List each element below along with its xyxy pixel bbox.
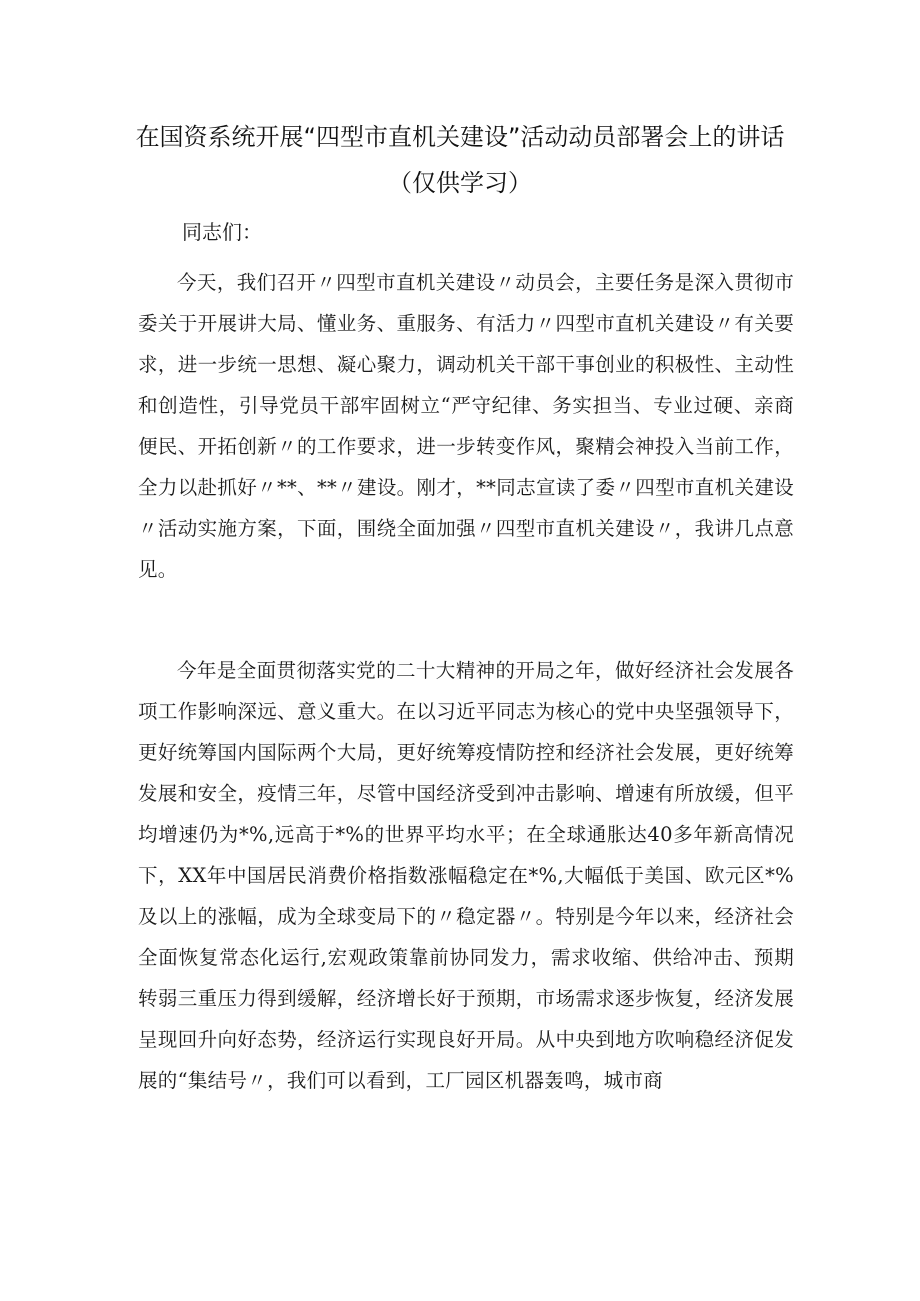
salutation: 同志们：	[182, 220, 262, 244]
document-title: 在国资系统开展“四型市直机关建设”活动动员部署会上的讲话（仅供学习）	[135, 123, 785, 197]
paragraph-1: 今天，我们召开〃四型市直机关建设〃动员会，主要任务是深入贯彻市委关于开展讲大局、懂业务、重服务、有活力〃四型市直机关建设〃有关要求，进一步统一思想、凝心聚力，调动机关干部干事创业的积极性、主动性和创造性，引导党员干部牢固树立“严守纪律、务实担当、专业过硬、亲商便民、开拓创新〃的工作要求，进一步转变作风，聚精会神投入当前工作，全力以赴抓好〃**、**〃建设。刚才，**同志宣读了委〃四型市直机关建设〃活动实施方案，下面，围绕全面加强〃四型市直机关建设〃，我讲几点意见。	[138, 271, 794, 581]
paragraph-2: 今年是全面贯彻落实党的二十大精神的开局之年，做好经济社会发展各项工作影响深远、意义重大。在以习近平同志为核心的党中央坚强领导下，更好统筹国内国际两个大局，更好统筹疫情防控和经济社会发展，更好统筹发展和安全，疫情三年，尽管中国经济受到冲击影响、增速有所放缓，但平均增速仍为*%,远高于*%的世界平均水平；在全球通胀达40多年新高情况下，XX年中国居民消费价格指数涨幅稳定在*%,大幅低于美国、欧元区*%及以上的涨幅，成为全球变局下的〃稳定器〃。特别是今年以来，经济社会全面恢复常态化运行,宏观政策靠前协同发力，需求收缩、供给冲击、预期转弱三重压力得到缓解，经济增长好于预期，市场需求逐步恢复，经济发展呈现回升向好态势，经济运行实现良好开局。从中央到地方吹响稳经济促发展的“集结号〃，我们可以看到，工厂园区机器轰鸣，城市商	[138, 659, 794, 1092]
